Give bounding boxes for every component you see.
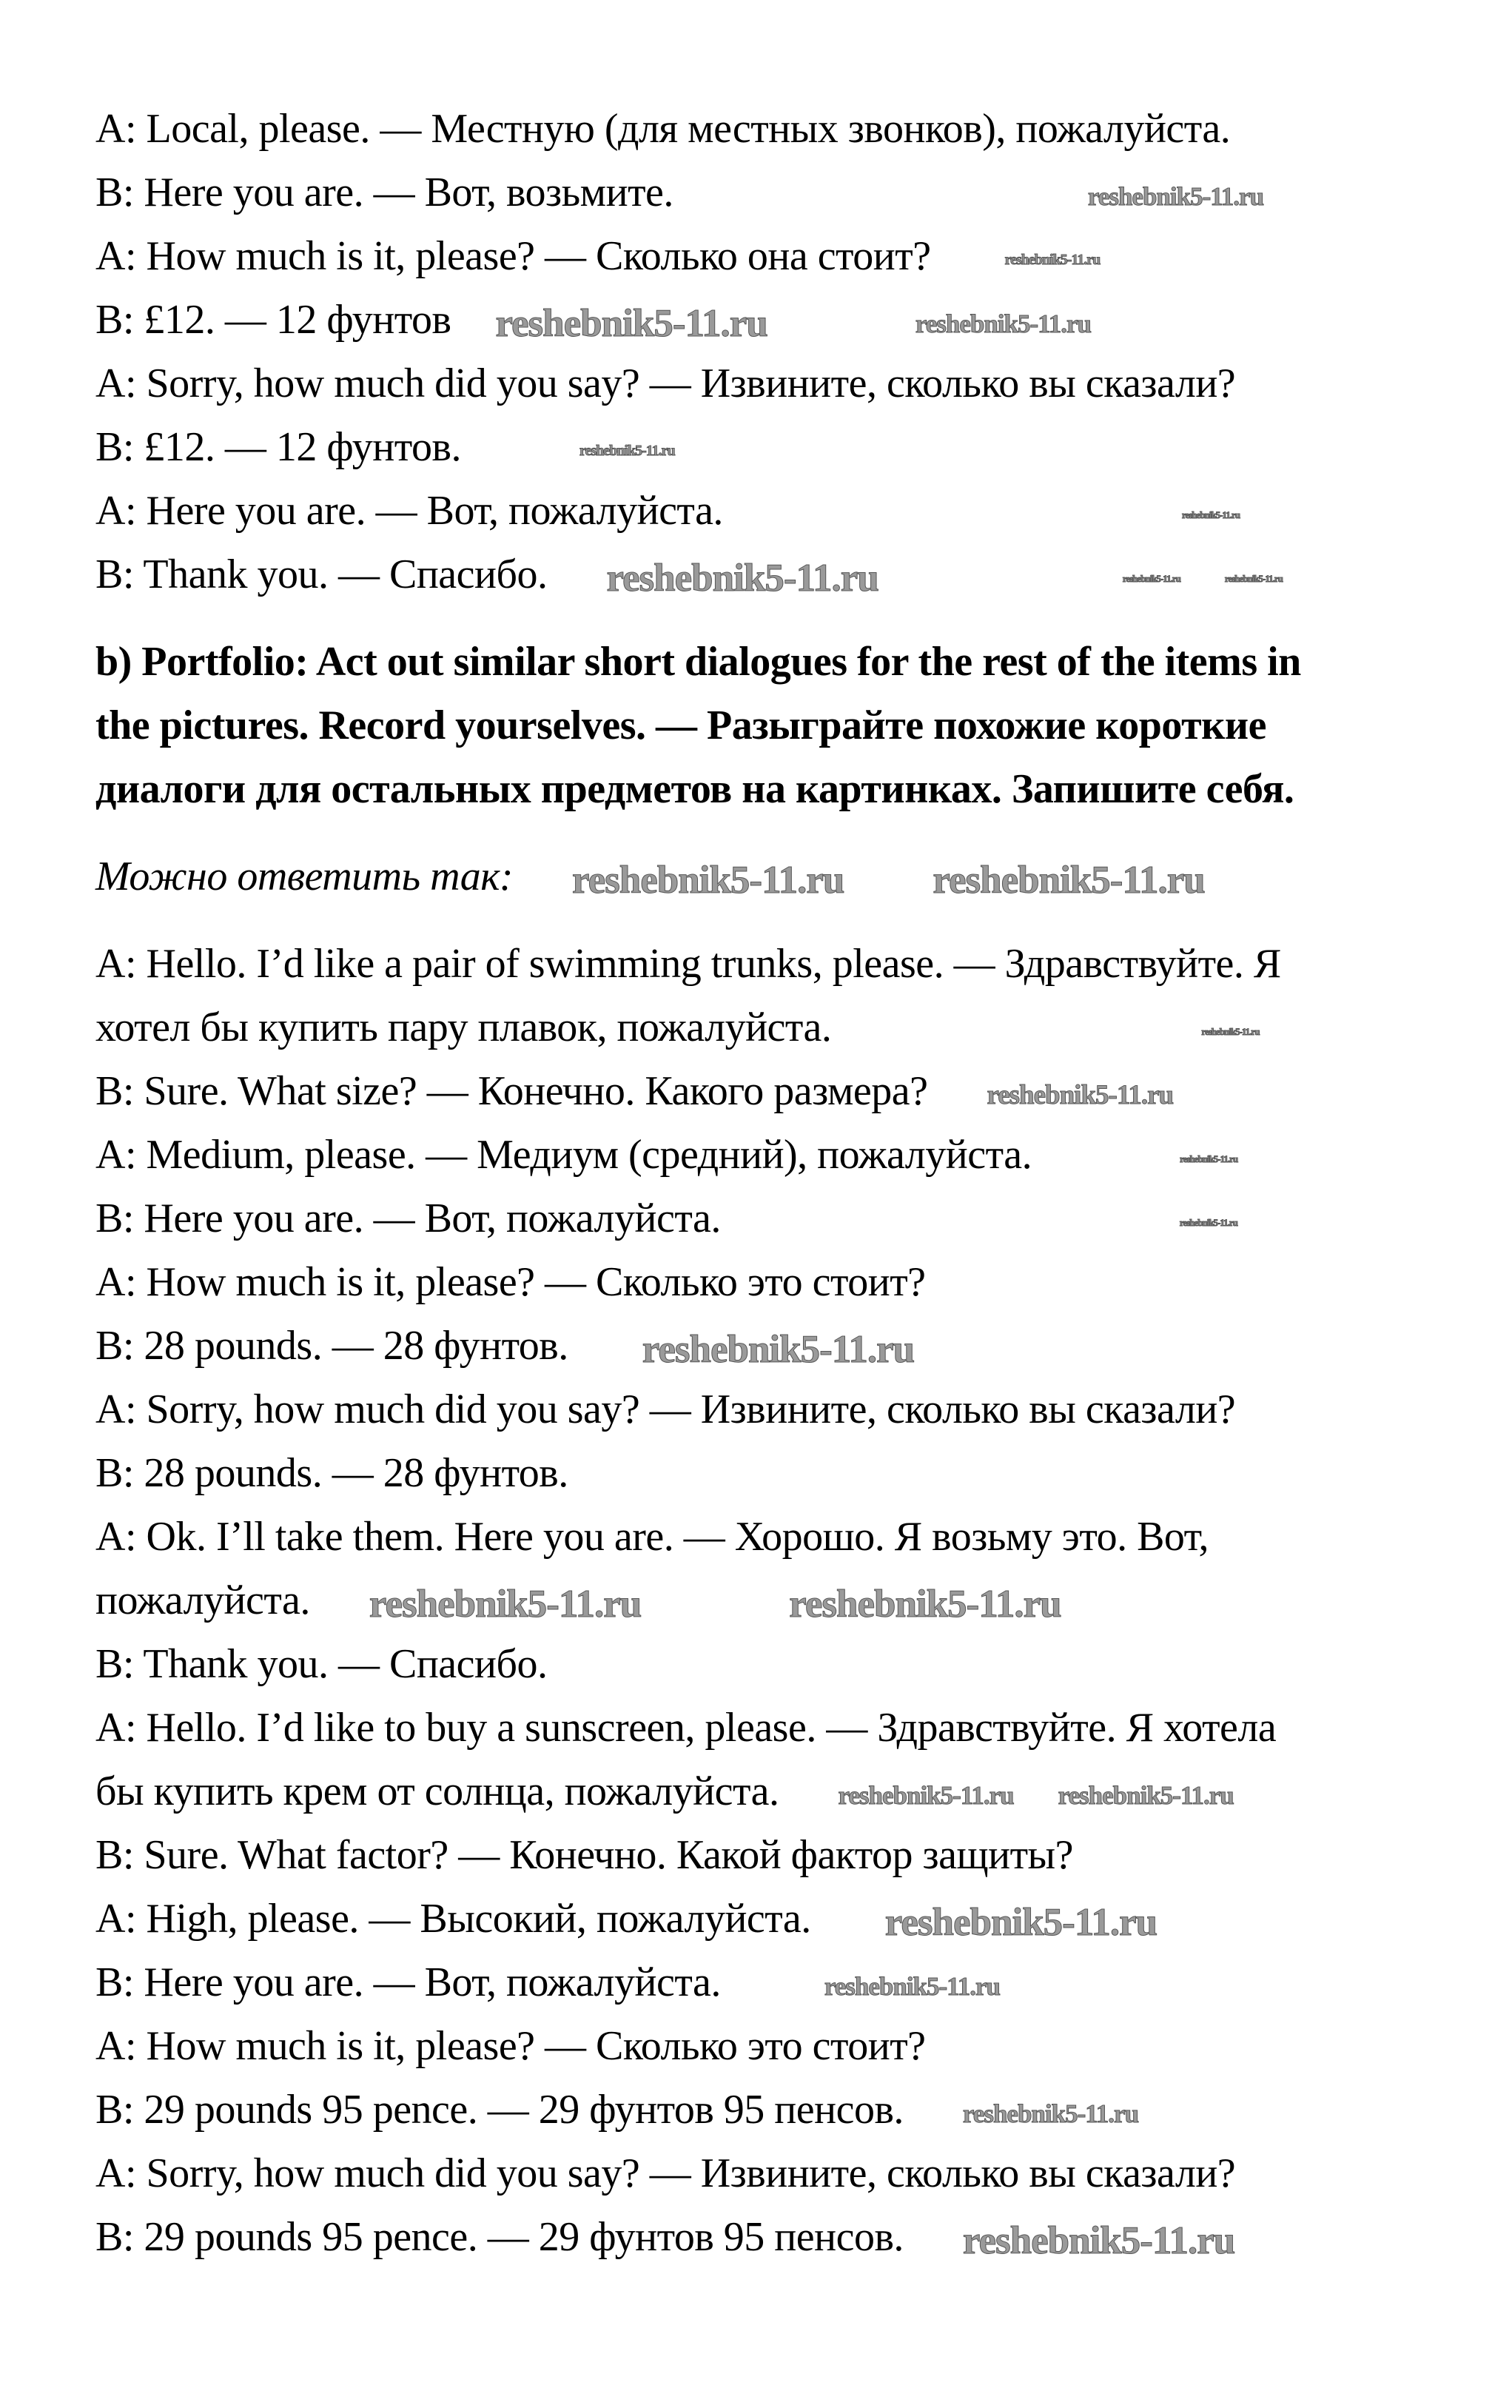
watermark: reshebnik5-11.ru	[1004, 252, 1101, 269]
dialogue-line	[95, 1951, 1487, 2014]
watermark: reshebnik5-11.ru	[824, 1971, 1000, 2001]
dialogue-line	[95, 2078, 1487, 2142]
line-text: A: Here you are. — Вот, пожалуйста.	[95, 488, 723, 534]
line-text: B: Thank you. — Спасибо.	[95, 1641, 548, 1687]
dialogue-line	[95, 932, 1487, 996]
line-text: диалоги для остальных предметов на картинках. Запишите себя.	[95, 766, 1294, 812]
dialogue-line	[95, 1505, 1487, 1569]
document-body	[95, 97, 1487, 2269]
watermark: reshebnik5-11.ru	[1087, 181, 1264, 211]
watermark: reshebnik5-11.ru	[1058, 1780, 1234, 1810]
watermark: reshebnik5-11.ru	[1122, 572, 1180, 584]
dialogue-line	[95, 1059, 1487, 1123]
dialogue-line	[95, 996, 1487, 1059]
watermark: reshebnik5-11.ru	[495, 301, 767, 345]
dialogue-part-a	[95, 97, 1487, 606]
dialogue-line	[95, 479, 1487, 543]
line-text: B: Here you are. — Вот, пожалуйста.	[95, 1959, 721, 2005]
watermark: reshebnik5-11.ru	[369, 1582, 642, 1626]
dialogue-line	[95, 2205, 1487, 2269]
dialogue-line	[95, 2142, 1487, 2205]
watermark: reshebnik5-11.ru	[884, 1900, 1157, 1944]
line-text: пожалуйста.	[95, 1577, 310, 1623]
line-text: B: 29 pounds 95 pence. — 29 фунтов 95 пенсов.	[95, 2214, 904, 2260]
dialogue-line	[95, 224, 1487, 288]
answer-intro: Можно ответить так:	[95, 853, 514, 899]
dialogue-line	[95, 97, 1487, 161]
watermark: reshebnik5-11.ru	[1179, 1216, 1237, 1228]
line-text: A: Hello. I’d like a pair of swimming trunks, please. — Здравствуйте. Я	[95, 941, 1281, 987]
dialogue-line	[95, 1760, 1487, 1823]
watermark: reshebnik5-11.ru	[915, 309, 1091, 338]
line-text: B: 28 pounds. — 28 фунтов.	[95, 1323, 568, 1369]
line-text: B: Sure. What size? — Конечно. Какого размера?	[95, 1068, 928, 1114]
watermark: reshebnik5-11.ru	[1181, 509, 1240, 520]
watermark: reshebnik5-11.ru	[1201, 1025, 1260, 1037]
watermark: reshebnik5-11.ru	[642, 1327, 915, 1371]
line-text: B: 28 pounds. — 28 фунтов.	[95, 1450, 568, 1496]
dialogue-line	[95, 1887, 1487, 1951]
answer-intro-line	[95, 845, 1487, 908]
dialogue-line	[95, 1187, 1487, 1250]
line-text: B: Sure. What factor? — Конечно. Какой фактор защиты?	[95, 1832, 1074, 1878]
watermark: reshebnik5-11.ru	[987, 1079, 1174, 1110]
watermark: reshebnik5-11.ru	[1224, 572, 1283, 584]
dialogue-line	[95, 757, 1487, 821]
dialogue-line	[95, 352, 1487, 415]
watermark: reshebnik5-11.ru	[962, 2218, 1235, 2262]
line-text: A: High, please. — Высокий, пожалуйста.	[95, 1896, 811, 1942]
line-text: B: 29 pounds 95 pence. — 29 фунтов 95 пенсов.	[95, 2087, 904, 2133]
line-text: A: Sorry, how much did you say? — Извините, сколько вы сказали?	[95, 360, 1236, 406]
dialogue-line	[95, 630, 1487, 694]
line-text: A: Ok. I’ll take them. Here you are. — Хорошо. Я возьму это. Вот,	[95, 1514, 1209, 1560]
line-text: A: Hello. I’d like to buy a sunscreen, please. — Здравствуйте. Я хотела	[95, 1705, 1277, 1751]
line-text: B: Here you are. — Вот, возьмите.	[95, 170, 673, 215]
line-text: хотел бы купить пару плавок, пожалуйста.	[95, 1005, 832, 1050]
dialogue-line	[95, 1378, 1487, 1441]
line-text: A: Medium, please. — Медиум (средний), пожалуйста.	[95, 1132, 1032, 1178]
line-text: A: How much is it, please? — Сколько это стоит?	[95, 1259, 926, 1305]
dialogue-line	[95, 1569, 1487, 1632]
line-text: B: Thank you. — Спасибо.	[95, 551, 548, 597]
line-text: A: How much is it, please? — Сколько она стоит?	[95, 233, 931, 279]
watermark: reshebnik5-11.ru	[789, 1582, 1061, 1626]
line-text: B: £12. — 12 фунтов	[95, 297, 451, 343]
dialogue-line	[95, 1632, 1487, 1696]
dialogue-line	[95, 2014, 1487, 2078]
watermark: reshebnik5-11.ru	[572, 858, 844, 902]
watermark: reshebnik5-11.ru	[838, 1780, 1014, 1810]
dialogue-answers	[95, 932, 1487, 2269]
dialogue-line	[95, 1441, 1487, 1505]
line-text: B: £12. — 12 фунтов.	[95, 424, 461, 470]
task-heading	[95, 630, 1487, 821]
line-text: A: Local, please. — Местную (для местных звонков), пожалуйста.	[95, 106, 1231, 152]
watermark: reshebnik5-11.ru	[962, 2099, 1139, 2128]
dialogue-line	[95, 1123, 1487, 1187]
dialogue-line	[95, 543, 1487, 606]
line-text: B: Here you are. — Вот, пожалуйста.	[95, 1195, 721, 1241]
watermark: reshebnik5-11.ru	[933, 858, 1205, 902]
dialogue-line	[95, 288, 1487, 352]
line-text: A: How much is it, please? — Сколько это стоит?	[95, 2023, 926, 2069]
line-text: A: Sorry, how much did you say? — Извините, сколько вы сказали?	[95, 2150, 1236, 2196]
line-text: бы купить крем от солнца, пожалуйста.	[95, 1768, 779, 1814]
dialogue-line	[95, 415, 1487, 479]
dialogue-line	[95, 1696, 1487, 1760]
watermark: reshebnik5-11.ru	[579, 443, 675, 460]
dialogue-line	[95, 161, 1487, 224]
dialogue-line	[95, 1250, 1487, 1314]
line-text: the pictures. Record yourselves. — Разыграйте похожие короткие	[95, 702, 1267, 748]
dialogue-line	[95, 694, 1487, 757]
watermark: reshebnik5-11.ru	[1180, 1153, 1238, 1164]
watermark: reshebnik5-11.ru	[606, 556, 878, 600]
line-text: b) Portfolio: Act out similar short dialogues for the rest of the items in	[95, 639, 1301, 685]
line-text: A: Sorry, how much did you say? — Извините, сколько вы сказали?	[95, 1386, 1236, 1432]
dialogue-line	[95, 1314, 1487, 1378]
dialogue-line	[95, 1823, 1487, 1887]
